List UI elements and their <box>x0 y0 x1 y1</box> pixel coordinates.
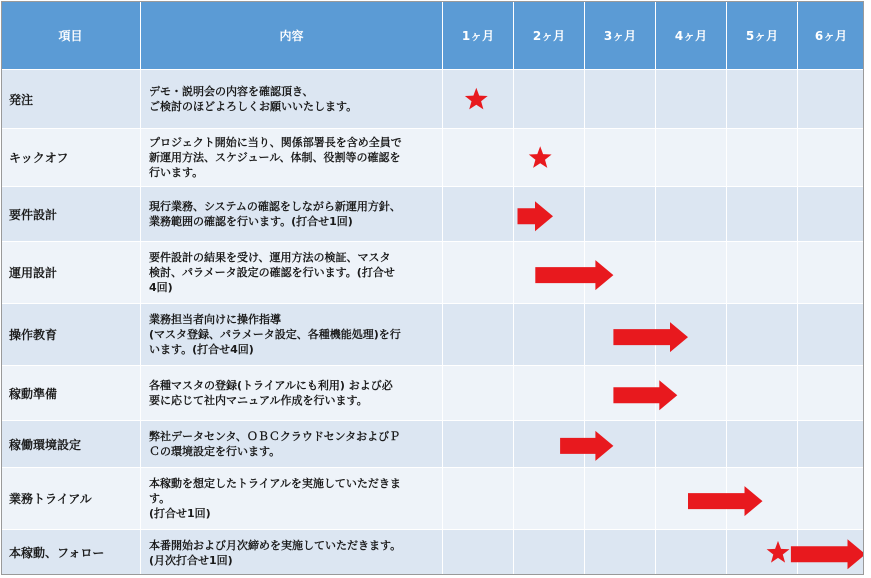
schedule-arrow-icon <box>613 380 677 410</box>
row-item: 業務トライアル <box>1 468 141 529</box>
row-item: 本稼動、フォロー <box>1 530 141 575</box>
schedule-arrow-icon <box>560 431 613 461</box>
row-content: 弊社データセンタ、ＯＢＣクラウドセンタおよびＰ Ｃの環境設定を行います。 <box>141 421 443 467</box>
row-content: 本番開始および月次締めを実施していただきます。 (月次打合せ1回) <box>141 530 443 575</box>
row-content: プロジェクト開始に当り、関係部署長を含め全員で 新運用方法、スケジュール、体制、役割等の確認を 行います。 <box>141 129 443 186</box>
schedule-arrow-icon <box>791 539 864 569</box>
schedule-arrow-icon <box>518 201 554 231</box>
row-content: 業務担当者向けに操作指導 (マスタ登録、パラメータ設定、各種機能処理)を行 います。(打合せ4回) <box>141 304 443 365</box>
milestone-star-icon <box>767 541 790 563</box>
schedule-arrow-icon <box>688 486 763 516</box>
header-month-5: 5ヶ月 <box>727 1 798 69</box>
row-item: 発注 <box>1 70 141 128</box>
schedule-arrow-icon <box>613 322 688 352</box>
header-month-3: 3ヶ月 <box>585 1 656 69</box>
row-item: 稼働環境設定 <box>1 421 141 467</box>
row-item: 要件設計 <box>1 187 141 241</box>
row-item: 運用設計 <box>1 242 141 303</box>
header-item: 項目 <box>1 1 141 69</box>
row-content: 要件設計の結果を受け、運用方法の検証、マスタ 検討、パラメータ設定の確認を行います。(打合せ 4回) <box>141 242 443 303</box>
header-month-6: 6ヶ月 <box>798 1 864 69</box>
schedule-arrow-icon <box>535 260 613 290</box>
row-item: キックオフ <box>1 129 141 186</box>
row-item: 操作教育 <box>1 304 141 365</box>
row-content: 本稼動を想定したトライアルを実施していただきま す。 (打合せ1回) <box>141 468 443 529</box>
header-month-1: 1ヶ月 <box>443 1 514 69</box>
row-content: 現行業務、システムの確認をしながら新運用方針、 業務範囲の確認を行います。(打合せ1回) <box>141 187 443 241</box>
row-item: 稼動準備 <box>1 366 141 420</box>
row-content: デモ・説明会の内容を確認頂き、 ご検討のほどよろしくお願いいたします。 <box>141 70 443 128</box>
header-content: 内容 <box>141 1 443 69</box>
header-month-4: 4ヶ月 <box>656 1 727 69</box>
row-content: 各種マスタの登録(トライアルにも利用) および必 要に応じて社内マニュアル作成を行います。 <box>141 366 443 420</box>
schedule-table <box>1 1 864 575</box>
schedule-markers <box>1 1 864 575</box>
milestone-star-icon <box>529 146 552 168</box>
milestone-star-icon <box>465 88 488 110</box>
header-month-2: 2ヶ月 <box>514 1 585 69</box>
